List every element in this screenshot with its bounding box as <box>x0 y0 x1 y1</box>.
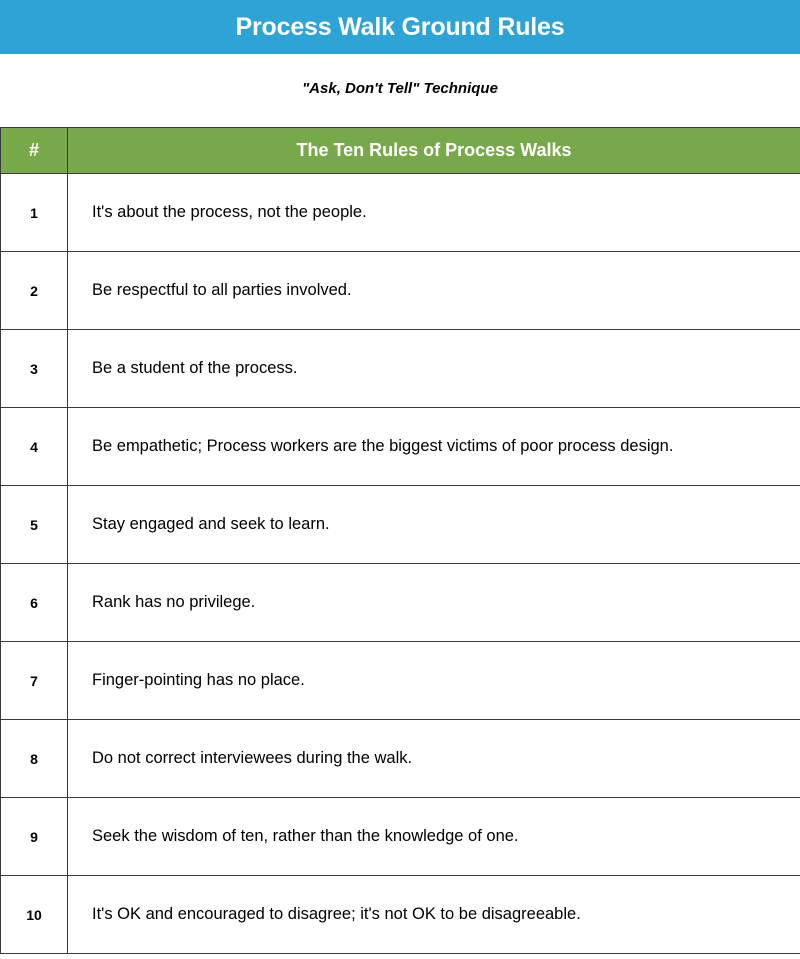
rule-text: It's OK and encouraged to disagree; it's not OK to be disagreeable. <box>68 876 800 954</box>
table-row <box>1 330 800 408</box>
rule-text: Be empathetic; Process workers are the biggest victims of poor process design. <box>68 408 800 486</box>
rule-text: Be respectful to all parties involved. <box>68 252 800 330</box>
page-subtitle: "Ask, Don't Tell" Technique <box>302 80 498 97</box>
rule-number: 7 <box>1 642 68 720</box>
rule-number: 3 <box>1 330 68 408</box>
rule-text: Rank has no privilege. <box>68 564 800 642</box>
rule-number: 8 <box>1 720 68 798</box>
title-banner <box>0 0 800 54</box>
rule-number: 4 <box>1 408 68 486</box>
table-row <box>1 642 800 720</box>
rule-text: Be a student of the process. <box>68 330 800 408</box>
table-row <box>1 798 800 876</box>
table-row <box>1 252 800 330</box>
rule-number: 10 <box>1 876 68 954</box>
rule-number: 6 <box>1 564 68 642</box>
rule-text: Stay engaged and seek to learn. <box>68 486 800 564</box>
table-row <box>1 720 800 798</box>
column-header-rule: The Ten Rules of Process Walks <box>68 128 800 174</box>
table-header-row <box>1 128 800 174</box>
rule-text: It's about the process, not the people. <box>68 174 800 252</box>
column-header-number: # <box>1 128 68 174</box>
page-title: Process Walk Ground Rules <box>235 12 565 41</box>
table-row <box>1 408 800 486</box>
rule-number: 1 <box>1 174 68 252</box>
rules-table <box>0 127 800 954</box>
table-row <box>1 564 800 642</box>
rule-text: Finger-pointing has no place. <box>68 642 800 720</box>
rule-number: 9 <box>1 798 68 876</box>
rule-text: Seek the wisdom of ten, rather than the knowledge of one. <box>68 798 800 876</box>
table-row <box>1 876 800 954</box>
rule-number: 2 <box>1 252 68 330</box>
table-row <box>1 174 800 252</box>
table-row <box>1 486 800 564</box>
rule-text: Do not correct interviewees during the walk. <box>68 720 800 798</box>
rule-number: 5 <box>1 486 68 564</box>
